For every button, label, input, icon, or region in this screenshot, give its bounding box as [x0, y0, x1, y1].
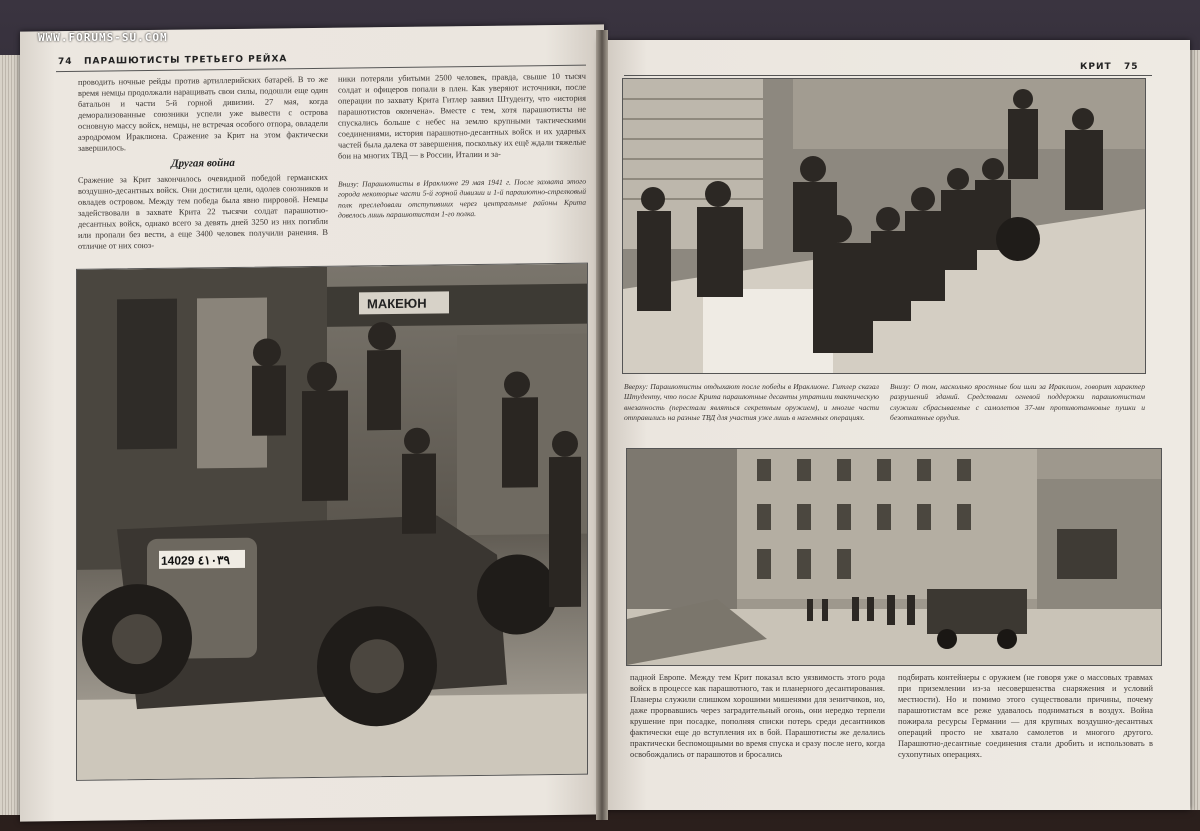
header-rule [624, 75, 1152, 76]
shop-sign: МАКЕЮН [367, 295, 427, 312]
watermark: WWW.FORUMS-SU.COM [38, 31, 168, 44]
paragraph: падной Европе. Между тем Крит показал всю уязвимость этого рода войск в процессе как парашютного, так и планерного десантирования. Планеры служили слишком хорошими мишенями для зенитчиков, но, даже прорвавшись через заградительный огонь, они нередко терпели крушение при посадке, пополняя списки потерь среди десантников фактически еще до вступления их в бой. Парашютисты же делались практически беспомощными во время спуска и сразу после него, когда освобождались от парашютов и бросались [630, 673, 885, 759]
paragraph: ники потеряли убитыми 2500 человек, правда, свыше 10 тысяч солдат и офицеров попали в плен. Как уверяют источники, после операции по захвату Крита Гитлер заявил Штуденту, что «история парашютистов окончена». Вместе с тем, хотя парашютисты не спускались больше с небес на землю крупными тактическими соединениями, история парашютно-десантных войск и их ударных частей была далека от завершения, поскольку их ещё ждали тяжелые бои на многих ТВД — в России, Италии и за- [338, 71, 586, 161]
section-title: Другая война [171, 156, 235, 170]
right-page-number: 75 [1124, 62, 1139, 72]
right-text-column-2 [898, 672, 1153, 762]
license-plate: 14029 ٤١٠٣٩ [161, 553, 230, 568]
left-page [20, 24, 604, 821]
caption-top: Вверху: Парашютисты отдыхают после победы в Ираклионе. Гитлер сказал Штуденту, что после Крита парашютные десанты утратили тактическую внезапность (перестали являться секретным оружием), и многие части отправились на разные ТВД для участия уже лишь в наземных операциях. [624, 382, 879, 423]
photo-resting-paratroopers [622, 78, 1146, 374]
caption-bottom: Внизу: О том, насколько яростные бои шли за Ираклион, говорит характер разрушений зданий. Средствами огневой поддержки парашютистам служили сбрасываемые с самолетов 37-мм противотанковые пушки и безоткатные орудия. [890, 382, 1145, 423]
paragraph: подбирать контейнеры с оружием (не говоря уже о массовых травмах при приземлении из-за несовершенства снаряжения и условий местности). Но и помимо этого существовали причины, почему парашютистам все реже удавалось подниматься в воздух. Война пожирала ресурсы Германии — для крупных воздушно-десантных операций просто не хватало самолетов и многого другого. Парашютно-десантные соединения стали дробить и использовать в сухопутных операциях. [898, 673, 1153, 759]
right-running-head: КРИТ [1080, 62, 1112, 72]
photo-truck-paratroopers [76, 263, 588, 781]
page-stack-left [0, 55, 22, 815]
photo-ruined-street [626, 448, 1162, 666]
paragraph: Сражение за Крит закончилось очевидной победой германских воздушно-десантных войск. Они достигли цели, одолев союзников и овладев островом. Между тем победа была явно пирровой. Немцы задействовали в захвате Крита 22 тысячи солдат парашютно-десантных войск, однако всего за девять дней 3250 из них погибли или пропали без вести, а еще 3400 человек получили ранения. В отличие от них союз- [78, 172, 328, 251]
paragraph: проводить ночные рейды против артиллерийских батарей. В то же время немцы продолжали наращивать свои силы, подошли еще один батальон и части 5-й горной дивизии. 27 мая, когда деморализованные союзники успели уже вывести с острова основную массу войск, немцы, не встречая особого отпора, овладели аэродромом Ираклиона. Сражение за Крит на этом фактически завершилось. [78, 74, 328, 153]
left-text-column-2 [338, 71, 586, 164]
book-gutter [596, 30, 608, 820]
left-running-head: ПАРАШЮТИСТЫ ТРЕТЬЕГО РЕЙХА [84, 54, 288, 67]
left-caption: Внизу: Парашютисты в Ираклионе 29 мая 1941 г. После захвата этого города некоторые части 5-й горной дивизии и 1-й парашютно-стрелковый полк преследовали отступивших через центральные районы Крита довелось лишь парашютистам 1-го полка. [338, 176, 586, 220]
right-text-column-1 [630, 672, 885, 762]
left-text-column-1 [78, 74, 328, 254]
left-page-number: 74 [58, 56, 73, 68]
right-page [600, 40, 1190, 810]
